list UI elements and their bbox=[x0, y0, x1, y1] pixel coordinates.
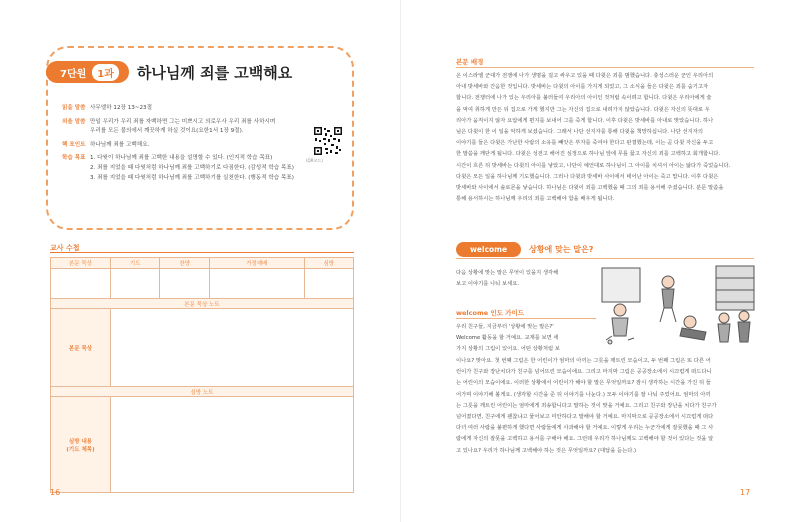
divider bbox=[50, 252, 354, 253]
lesson-info-line: 사무엘하 12장 13~23절 bbox=[90, 105, 153, 111]
intro-line: 보고 이야기를 나눠 보세요. bbox=[456, 281, 520, 288]
text-line: Welcome 활동을 할 거예요. 교재를 보면 세 bbox=[456, 335, 559, 342]
welcome-intro bbox=[456, 268, 558, 290]
lesson-info-text bbox=[90, 118, 342, 137]
unit-label: 7단원 bbox=[60, 68, 87, 80]
col-header-meditation: 본문 묵상 bbox=[51, 258, 111, 269]
page-number-left: 16 bbox=[50, 488, 61, 497]
text-line: 시간이 흐른 뒤 밧세바는 다윗의 아이를 낳았고, 나단이 예언대로 하나님이 그 아이를 치셔서 아이는 앓다가 죽었습니다. bbox=[456, 162, 731, 169]
meditation-label: 본문 묵상 bbox=[51, 309, 111, 387]
checkbox-cell[interactable] bbox=[51, 269, 111, 299]
welcome-question: 상황에 맞는 말은? bbox=[529, 245, 594, 254]
meditation-notes-band: 본문 묵상 노트 bbox=[51, 299, 354, 309]
lesson-number: 1과 bbox=[92, 64, 119, 81]
text-line: 우리 친구들, 지금부터 '상황에 맞는 말은?' bbox=[456, 324, 554, 330]
text-line: 다윗은 모든 일을 하나님께 기도했습니다. 그러나 다윗과 밧세바 사이에서 태어난 아이는 죽고 맙니다. 이후 다윗은 bbox=[456, 173, 719, 180]
lesson-header bbox=[46, 60, 292, 84]
meditation-notes-field[interactable] bbox=[111, 309, 354, 387]
text-line: 다녀 여러 사람을 불편하게 했다면 사람들에게 사과해야 할 거예요. 이렇게 우리는 누군가에게 잘못했을 때 그 사 bbox=[456, 425, 714, 432]
lesson-title: 하나님께 죄를 고백해요 bbox=[136, 63, 293, 82]
text-line: 고 있나요? 우리가 하나님께 고백해야 하는 것은 무엇일까요? (대답을 듣는다.) bbox=[456, 447, 637, 454]
divider bbox=[456, 318, 596, 319]
page-number-right: 17 bbox=[740, 488, 751, 497]
table-row bbox=[51, 299, 354, 309]
col-header-praise: 찬양 bbox=[160, 258, 209, 269]
table-row bbox=[51, 309, 354, 387]
background-text bbox=[456, 71, 730, 205]
guide-text-short bbox=[456, 322, 560, 356]
teacher-notes-title: 교사 수첩 bbox=[50, 244, 80, 252]
text-line: 이야기를 들은 다윗은 가난한 사람의 소유를 빼앗은 부자를 죽여야 한다고 판결했는데, 이는 곧 다윗 자신을 두고 bbox=[456, 140, 714, 147]
text-line: 린이가 친구와 장난치다가 친구를 넘어뜨린 모습이에요. 그리고 마지막 그림은 공공장소에서 시끄럽게 떠드다니 bbox=[456, 369, 712, 376]
text-line: 을 먹여 취하게 만든 뒤 집으로 가게 했지만 그는 자신의 집으로 내려가지 않았습니다. 다윗은 자신의 뜻대로 우 bbox=[456, 106, 710, 113]
welcome-badge: welcome bbox=[456, 242, 521, 257]
visit-notes-field[interactable] bbox=[111, 397, 354, 493]
text-line: 아내 밧세바와 간음한 것입니다. 밧세바는 다윗의 아이를 가지게 되었고, 그 소식을 들은 다윗은 죄를 숨기고자 bbox=[456, 84, 709, 91]
text-line: 넘어졌다면, 친구에게 괜찮냐고 물어보고 미안하다고 말해야 할 거예요. 마지막으로 공공장소에서 시끄럽게 떠다 bbox=[456, 414, 714, 421]
intro-line: 다음 상황에 맞는 말은 무엇이 있을지 생각해 bbox=[456, 270, 559, 276]
text-line: 합니다. 전쟁터에 나가 있는 우리아를 불러들여 우리아의 아이인 것처럼 속이려고 합니다. 다윗은 우리아에게 술 bbox=[456, 95, 712, 102]
table-row bbox=[51, 269, 354, 299]
text-line: 리아가 움직이지 않자 요압에게 편지를 보내어 그를 죽게 합니다. 이후 다윗은 밧세바를 아내로 맞았습니다. 하나 bbox=[456, 117, 714, 124]
lesson-info-line: 1. 다윗이 하나님께 죄를 고백한 내용을 설명할 수 있다. (인지적 학습 목표) bbox=[90, 155, 273, 162]
checkbox-cell[interactable] bbox=[304, 269, 353, 299]
guide-text-long bbox=[456, 356, 717, 457]
lesson-info-line: 우리를 모든 불의에서 깨끗하게 하실 것이요(요한1서 1장 9절). bbox=[90, 128, 244, 135]
col-header-visit: 심방 bbox=[304, 258, 353, 269]
lesson-info-text bbox=[90, 141, 342, 151]
col-header-family-worship: 가정예배 bbox=[209, 258, 304, 269]
lesson-info bbox=[62, 104, 342, 187]
col-header-prayer: 기도 bbox=[111, 258, 160, 269]
text-line: 는 그릇을 깨트린 어린이는 엄마에게 죄송합니다고 말하는 것이 맞을 거예요. 그리고 친구와 장난을 치다가 친구가 bbox=[456, 402, 717, 409]
teacher-notes-table bbox=[50, 257, 354, 493]
lesson-info-label: 읽을 말씀 bbox=[62, 105, 86, 111]
text-line: 가지 상황의 그림이 있어요. 어떤 상황처럼 보 bbox=[456, 346, 560, 353]
guide-label: welcome 인도 가이드 bbox=[456, 309, 525, 317]
welcome-header bbox=[456, 242, 593, 257]
lesson-card bbox=[46, 46, 354, 230]
lesson-info-row bbox=[62, 154, 342, 183]
checkbox-cell[interactable] bbox=[209, 269, 304, 299]
divider bbox=[456, 258, 754, 259]
text-line: 밧세바와 사이에서 솔로몬을 낳습니다. 하나님은 다윗이 죄를 고백했을 때 그의 죄를 용서해 주셨습니다. 분문 말씀을 bbox=[456, 185, 724, 192]
checkbox-cell[interactable] bbox=[160, 269, 209, 299]
visit-label: 심방 내용 (기도 제목) bbox=[51, 397, 111, 493]
qr-code-icon[interactable] bbox=[313, 126, 343, 156]
text-line: 한 말씀을 깨닫게 됩니다. 다윗은 성전고 해어진 심정으로 하나님 앞에 무릎 꿇고 자신의 죄를 고백하고 회개합니다. bbox=[456, 151, 720, 158]
text-line: 람에게 자신의 잘못을 고백하고 용서를 구해야 해요. 그런데 우리가 하나님께도 고백해야 할 것이 있다는 것을 알 bbox=[456, 436, 714, 443]
table-row bbox=[51, 258, 354, 269]
lesson-info-label: 학습 목표 bbox=[62, 155, 86, 162]
text-line: 어가며 이야기해 볼게요. (생각할 시간을 준 뒤 이야기를 나눈다.) 모두 이야기를 잘 나눠 주었어요. 엄마의 아끼 bbox=[456, 391, 711, 398]
checkbox-cell[interactable] bbox=[111, 269, 160, 299]
text-line: 통해 용서하시는 하나님께 우리의 죄를 고백해야 함을 배우게 됩니다. bbox=[456, 196, 615, 203]
lesson-info-label: 외울 말씀 bbox=[62, 118, 86, 125]
visit-notes-band: 심방 노트 bbox=[51, 387, 354, 397]
lesson-info-label: 핵 포인트 bbox=[62, 141, 86, 148]
lesson-info-row bbox=[62, 104, 342, 114]
table-row bbox=[51, 397, 354, 493]
lesson-info-text bbox=[90, 154, 342, 183]
text-line: 온 이스라엘 군대가 전쟁에 나가 생명을 걸고 싸우고 있을 때 다윗은 죄를 범했습니다. 충성스러운 군인 우리아의 bbox=[456, 73, 714, 79]
lesson-info-line: 3. 죄를 지었을 때 다윗처럼 하나님께 죄를 고백하기를 실천한다. (행동적 학습 목표) bbox=[90, 174, 294, 181]
qr-caption: (QR코드) bbox=[306, 158, 323, 163]
unit-badge bbox=[46, 61, 129, 83]
text-line: 이나요? 맞아요. 첫 번째 그림은 한 어린이가 엄마의 아끼는 그릇을 깨트린 모습이고, 두 번째 그림은 또 다른 어 bbox=[456, 358, 711, 364]
lesson-info-text bbox=[90, 104, 342, 114]
divider bbox=[456, 67, 754, 68]
lesson-info-row bbox=[62, 118, 342, 137]
table-row bbox=[51, 387, 354, 397]
text-line: 는 어린이의 모습이에요. 이러한 상황에서 어린이가 해야 할 말은 무엇일까요? 잠시 생각하는 시간을 가진 뒤 들 bbox=[456, 380, 711, 387]
situation-illustration bbox=[598, 262, 758, 346]
lesson-info-line: 만일 우리가 우리 죄를 자백하면 그는 미쁘시고 의로우사 우리 죄를 사하시며 bbox=[90, 118, 276, 125]
text-line: 님은 다윗이 한 이 일을 악하게 보셨습니다. 그래서 나단 선지자를 통해 다윗을 책망하십니다. 나단 선지자의 bbox=[456, 129, 703, 136]
lesson-info-line: 하나님께 죄를 고백해요. bbox=[90, 141, 150, 148]
lesson-info-line: 2. 죄를 지었을 때 다윗처럼 하나님께 죄를 고백하기로 다짐한다. (감성적 학습 목표) bbox=[90, 164, 294, 171]
background-label: 본문 배경 bbox=[456, 58, 484, 66]
lesson-info-row bbox=[62, 141, 342, 151]
